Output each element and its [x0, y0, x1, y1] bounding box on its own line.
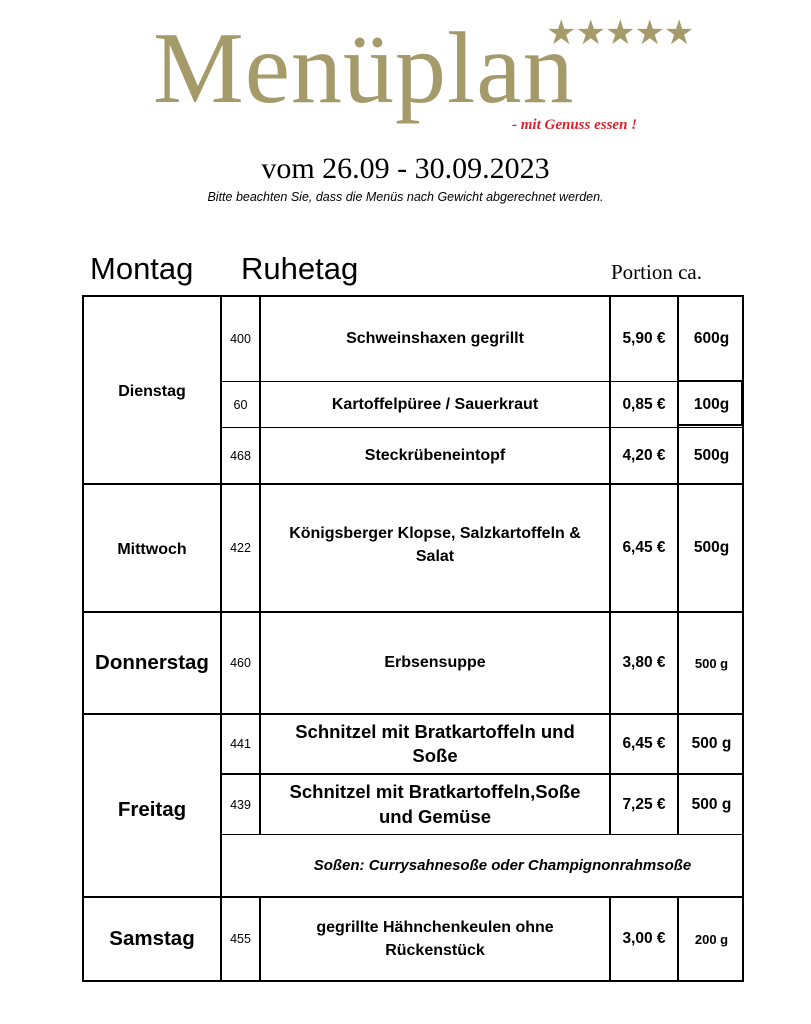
dish-price: 3,00 €	[622, 930, 666, 947]
day-friday	[84, 715, 220, 896]
rating-stars-icon: ★★★★★	[546, 13, 694, 53]
item-code: 422	[230, 541, 251, 555]
item-code: 468	[230, 448, 251, 463]
item-code: 400	[230, 332, 251, 346]
dish-price: 6,45 €	[622, 735, 666, 752]
dish-portion: 500 g	[691, 735, 732, 752]
item-code: 455	[230, 932, 251, 946]
dish-name: Steckrübeneintopf	[364, 446, 506, 464]
portion-header: Portion ca.	[611, 260, 702, 284]
dish-name	[261, 715, 609, 773]
dish-price: 6,45 €	[622, 539, 666, 556]
day-label: Donnerstag	[95, 651, 209, 674]
dish-name-line: Salat	[415, 548, 455, 565]
logo-title: Menüplan	[153, 12, 575, 125]
dish-name	[261, 485, 609, 611]
dish-name	[261, 775, 609, 834]
day-wednesday	[84, 485, 220, 611]
item-code: 439	[230, 797, 251, 812]
day-label: Freitag	[117, 797, 187, 821]
dish-name-line: und Gemüse	[378, 805, 492, 827]
item-code: 460	[230, 656, 251, 670]
day-saturday	[84, 898, 220, 980]
day-label: Dienstag	[118, 383, 186, 400]
dish-portion: 500g	[693, 539, 730, 556]
date-range: vom 26.09 - 30.09.2023	[261, 152, 550, 185]
dish-price: 7,25 €	[622, 795, 666, 813]
dish-portion: 500 g	[691, 795, 732, 813]
dish-name: Schweinshaxen gegrillt	[346, 330, 524, 348]
dish-name-line: Schnitzel mit Bratkartoffeln und	[295, 720, 575, 742]
dish-name: Kartoffelpüree / Sauerkraut	[331, 395, 539, 413]
dish-name	[261, 898, 609, 980]
dish-price: 4,20 €	[622, 446, 666, 464]
day-tuesday	[84, 297, 220, 483]
dish-price: 5,90 €	[622, 330, 666, 347]
item-code: 60	[233, 397, 248, 412]
dish-name-line: Schnitzel mit Bratkartoffeln,Soße	[289, 781, 581, 803]
day-label: Mittwoch	[117, 541, 187, 558]
menu-table	[82, 295, 744, 982]
dish-name-line: Königsberger Klopse, Salzkartoffeln &	[289, 524, 581, 542]
dish-name-line: gegrillte Hähnchenkeulen ohne	[316, 918, 554, 936]
friday-sauce-note: Soßen: Currysahnesoße oder Champignonrahmsoße	[313, 857, 692, 874]
dish-name-line: Rückenstück	[385, 942, 485, 959]
dish-name: Erbsensuppe	[384, 654, 486, 672]
monday-label: Montag	[90, 251, 194, 286]
dish-price: 0,85 €	[622, 395, 666, 413]
day-label: Samstag	[109, 927, 195, 950]
dish-portion: 100g	[693, 395, 730, 413]
dish-portion: 200 g	[694, 931, 729, 947]
dish-name-line: Soße	[412, 745, 458, 766]
dish-portion: 500g	[693, 446, 730, 464]
logo-tagline: - mit Genuss essen !	[512, 117, 638, 133]
item-code: 441	[230, 737, 251, 751]
day-thursday	[84, 613, 220, 713]
dish-price: 3,80 €	[622, 654, 666, 671]
monday-rest-day: Ruhetag	[241, 251, 359, 286]
dish-portion: 500 g	[694, 655, 729, 671]
dish-portion: 600g	[693, 330, 730, 347]
weight-notice: Bitte beachten Sie, dass die Menüs nach Gewicht abgerechnet werden.	[207, 190, 604, 204]
